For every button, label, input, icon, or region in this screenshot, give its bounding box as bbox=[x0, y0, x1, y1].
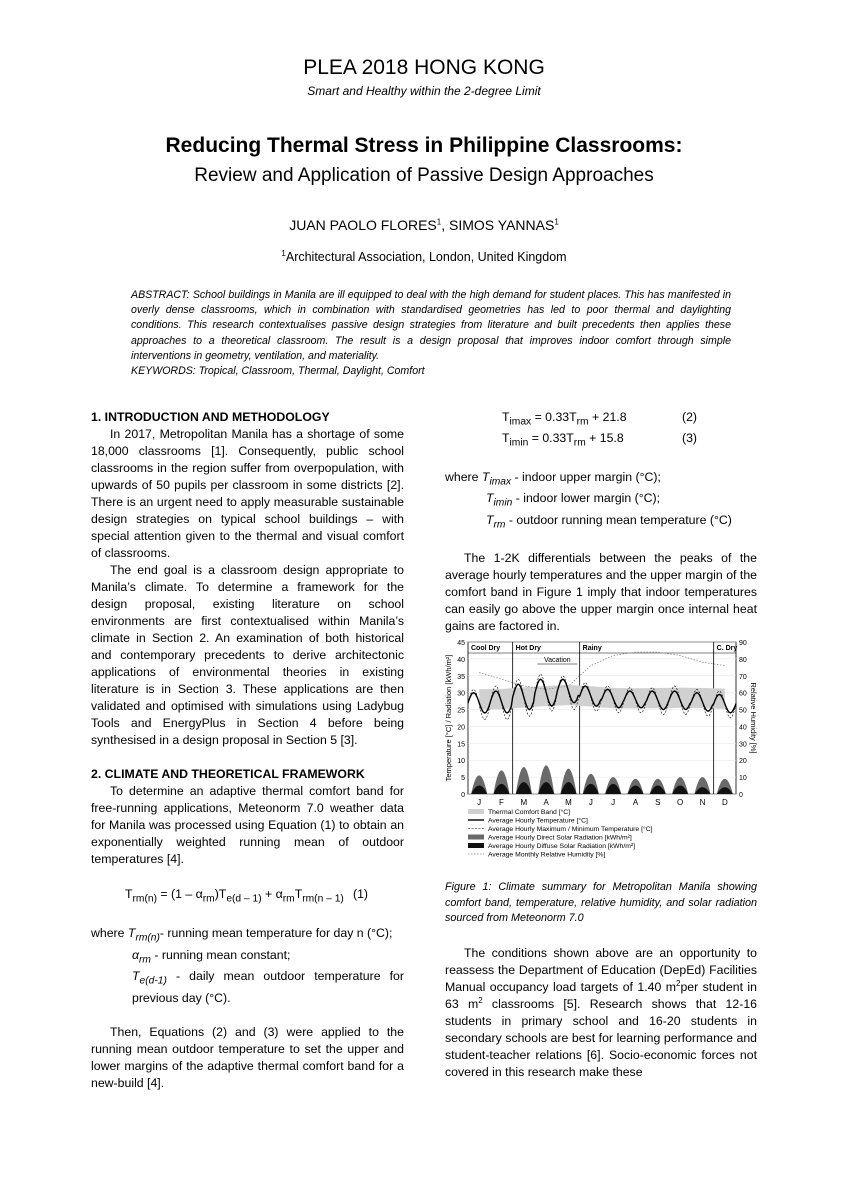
definition: - indoor upper margin (°C); bbox=[511, 469, 661, 484]
section-heading-2: 2. CLIMATE AND THEORETICAL FRAMEWORK bbox=[91, 767, 365, 781]
eq-part: T bbox=[294, 887, 303, 901]
month-label: S bbox=[655, 798, 661, 807]
text-run: per student in 63 m bbox=[445, 980, 757, 1011]
equation-1 bbox=[125, 886, 404, 907]
left-tick-label: 35 bbox=[457, 673, 465, 681]
month-label: J bbox=[611, 798, 616, 807]
right-tick-label: 20 bbox=[739, 758, 747, 766]
superscript: 2 bbox=[478, 995, 483, 1005]
symbol: T bbox=[486, 491, 494, 506]
symbol: T bbox=[127, 926, 136, 941]
season-label: Cool Dry bbox=[471, 645, 501, 652]
left-tick-label: 10 bbox=[457, 758, 465, 766]
eq-sub: rm bbox=[573, 437, 586, 449]
season-label: C. Dry bbox=[716, 645, 738, 652]
legend-swatch bbox=[468, 835, 484, 840]
month-label: A bbox=[543, 798, 549, 807]
eq-sub: rm bbox=[576, 416, 589, 428]
month-label: A bbox=[632, 798, 639, 807]
definition: - outdoor running mean temperature (°C) bbox=[505, 512, 732, 527]
legend-label: Average Hourly Temperature [°C] bbox=[488, 817, 588, 825]
symbol: α bbox=[132, 947, 140, 962]
left-tick-label: 40 bbox=[457, 656, 465, 664]
where-line bbox=[445, 469, 757, 490]
eq-sub: e(d – 1) bbox=[226, 893, 262, 905]
legend-label: Average Hourly Maximum / Minimum Temperature [°C] bbox=[488, 826, 653, 833]
equation-number: (2) bbox=[682, 410, 698, 424]
author-2-mark: 1 bbox=[554, 217, 559, 227]
where-line bbox=[445, 490, 757, 511]
paragraph: Then, Equations (2) and (3) were applied to the running mean outdoor temperature to set the upper and lower margins of the adaptive thermal comfort band for a new-build [4]. bbox=[91, 1024, 404, 1090]
paragraph: The end goal is a classroom design appropriate to Manila’s climate. To determine a framework for the design proposal, existing literature on school environments are first contextualised within Manila’s climate in Section 2. An examination of both historical and contemporary precedents to derive architectonic applications of environmental theories in existing literature is in Section 3. These applications are then validated and optimised with simulations using Ladybug Tools and EnergyPlus in Section 4 before being synthesised in a design proposal in Section 5 [3]. bbox=[91, 563, 404, 747]
where-line bbox=[91, 925, 404, 946]
right-column bbox=[445, 409, 757, 635]
equation-2 bbox=[502, 409, 757, 430]
symbol: T bbox=[481, 469, 490, 484]
month-label: M bbox=[520, 798, 528, 807]
eq-part: = 0.33T bbox=[528, 431, 574, 446]
eq-part: = (1 – α bbox=[160, 887, 203, 901]
left-tick-label: 30 bbox=[457, 690, 465, 698]
legend-label: Average Hourly Direct Solar Radiation [kWh/m²] bbox=[488, 834, 632, 842]
legend-label: Average Hourly Diffuse Solar Radiation [kWh/m²] bbox=[488, 843, 636, 850]
paper-subtitle: Review and Application of Passive Design Approaches bbox=[194, 165, 654, 186]
eq-part: + α bbox=[261, 887, 283, 901]
legend-swatch bbox=[468, 843, 484, 848]
left-tick-label: 20 bbox=[457, 724, 465, 732]
eq-sub: rm bbox=[202, 893, 215, 905]
eq-part: )T bbox=[214, 887, 227, 901]
keywords: KEYWORDS: Tropical, Classroom, Thermal, Daylight, Comfort bbox=[131, 365, 425, 378]
right-tick-label: 0 bbox=[739, 792, 743, 799]
paragraph: The 1-2K differentials between the peaks of the average hourly temperatures and the upper margin of the comfort band in Figure 1 imply that indoor temperatures can easily go above the upper margin once internal heat gains are factored in. bbox=[445, 551, 757, 634]
eq-part: + 15.8 bbox=[585, 431, 624, 446]
plot-frame bbox=[468, 642, 736, 794]
abstract-text: ABSTRACT: School buildings in Manila are ill equipped to deal with the high demand for student places. This has manifested in overly dense classrooms, which in combination with standardised geometries has led to poor thermal and daylighting conditions. This research contextualises passive design strategies from literature and built precedents then applies these approaches to a theoretical classroom. The result is a design proposal that improves indoor comfort through simple interventions in geometry, ventilation, and materiality. bbox=[131, 289, 731, 362]
symbol: T bbox=[132, 969, 140, 984]
month-label: N bbox=[699, 798, 706, 807]
authors: JUAN PAOLO FLORES$^1$, SIMOS YANNAS$^1$ bbox=[289, 217, 559, 233]
eq-sub: rm(n – 1) bbox=[302, 893, 344, 905]
climate-chart bbox=[440, 632, 760, 868]
equation-number: (1) bbox=[353, 887, 369, 901]
legend-label: Average Monthly Relative Humidity [%] bbox=[488, 851, 606, 859]
symbol-sub: rm bbox=[493, 519, 506, 531]
author-1-mark: 1 bbox=[436, 217, 442, 227]
right-tick-label: 30 bbox=[739, 741, 747, 749]
text-run: The conditions shown above are an opportunity to reassess the Department of Education (DepEd) Facilities Manual occupancy load targets of 1.40 m bbox=[445, 946, 757, 994]
left-axis-label: Temperature [°C] / Radiation [kWh/m²] bbox=[444, 654, 453, 782]
eq-part: = 0.33T bbox=[531, 410, 577, 424]
right-column-lower bbox=[445, 945, 757, 1081]
superscript: 2 bbox=[676, 978, 681, 988]
paragraph bbox=[445, 945, 757, 1081]
left-column bbox=[91, 409, 404, 1092]
right-tick-label: 90 bbox=[739, 640, 747, 647]
right-tick-label: 50 bbox=[739, 707, 747, 715]
eq-part: T bbox=[502, 431, 510, 446]
season-label: Hot Dry bbox=[515, 645, 541, 652]
season-label: Rainy bbox=[582, 645, 602, 652]
where-line bbox=[445, 512, 757, 533]
definition: - indoor lower margin (°C); bbox=[512, 491, 661, 506]
where-label: where bbox=[445, 469, 482, 484]
left-tick-label: 0 bbox=[461, 792, 465, 799]
left-tick-label: 15 bbox=[457, 741, 465, 749]
right-axis-label: Relative Humidity [%] bbox=[749, 682, 758, 754]
definition: - daily mean outdoor temperature for previous day (°C). bbox=[132, 969, 404, 1005]
conference-title: PLEA 2018 HONG KONG bbox=[303, 56, 545, 79]
where-line bbox=[91, 947, 404, 968]
right-tick-label: 70 bbox=[739, 673, 747, 681]
left-tick-label: 45 bbox=[457, 640, 465, 647]
affiliation-text: Architectural Association, London, United Kingdom bbox=[285, 250, 567, 264]
author-2: SIMOS YANNAS bbox=[449, 217, 555, 233]
vacation-label: Vacation bbox=[543, 657, 571, 664]
equation-number: (3) bbox=[682, 431, 698, 446]
symbol-sub: rm(n) bbox=[135, 932, 160, 944]
symbol-sub: imax bbox=[489, 476, 512, 488]
eq-part: + 21.8 bbox=[588, 410, 627, 424]
right-tick-label: 60 bbox=[739, 690, 747, 698]
symbol-sub: rm bbox=[139, 954, 151, 966]
eq-sub: imax bbox=[509, 416, 532, 428]
where-line bbox=[91, 968, 404, 1006]
author-1: JUAN PAOLO FLORES bbox=[289, 217, 437, 233]
definition: - running mean constant; bbox=[150, 947, 291, 962]
definition: - running mean temperature for day n (°C); bbox=[159, 926, 393, 941]
symbol-sub: e(d-1) bbox=[139, 975, 167, 987]
affiliation-mark: 1 bbox=[281, 248, 286, 258]
eq-sub: imin bbox=[509, 437, 529, 449]
right-tick-label: 10 bbox=[739, 775, 747, 783]
right-tick-label: 40 bbox=[739, 724, 747, 732]
paragraph: In 2017, Metropolitan Manila has a shortage of some 18,000 classrooms [1]. Consequently, public school classrooms in the region suffer from overpopulation, with upwards of 50 pupils per classroom in some districts [2]. There is an urgent need to apply measurable sustainable design strategies on typical school buildings – with special attention given to the thermal and visual comfort of classrooms. bbox=[91, 427, 404, 560]
eq-part: T bbox=[502, 410, 510, 424]
symbol: T bbox=[486, 512, 494, 527]
abstract bbox=[131, 288, 731, 379]
paper-title: Reducing Thermal Stress in Philippine Classrooms: bbox=[165, 134, 683, 157]
where-label: where bbox=[91, 926, 128, 941]
legend-label: Thermal Comfort Band [°C] bbox=[488, 809, 571, 816]
month-label: J bbox=[588, 798, 593, 807]
symbol-sub: imin bbox=[493, 497, 513, 509]
text-run: classrooms [5]. Research shows that 12-16 students in primary school and 16-20 students in secondary schools are best for learning performance and student-teacher relations [6]. Socio-economic forces not covered in this research make these bbox=[445, 997, 757, 1079]
equation-3 bbox=[502, 430, 757, 451]
eq-sub: rm bbox=[282, 893, 295, 905]
paragraph: To determine an adaptive thermal comfort band for free-running applications, Meteonorm 7.0 weather data for Manila was processed using Equation (1) to obtain an exponentially weighted running mean of outdoor temperatures [4]. bbox=[91, 784, 404, 866]
affiliation bbox=[0, 250, 848, 264]
conference-tagline: Smart and Healthy within the 2-degree Limit bbox=[307, 84, 541, 98]
legend-swatch bbox=[468, 809, 484, 814]
month-label: F bbox=[499, 798, 504, 807]
eq-sub: rm(n) bbox=[132, 893, 157, 905]
left-tick-label: 25 bbox=[457, 707, 465, 715]
month-label: J bbox=[477, 798, 482, 807]
month-label: O bbox=[677, 798, 684, 807]
figure-caption: Figure 1: Climate summary for Metropolitan Manila showing comfort band, temperature, relative humidity, and solar radiation sourced from Meteonorm 7.0 bbox=[445, 881, 757, 924]
eq-symbol: T bbox=[125, 887, 133, 901]
section-heading-1: 1. INTRODUCTION AND METHODOLOGY bbox=[91, 410, 330, 424]
month-label: D bbox=[721, 798, 728, 807]
month-label: M bbox=[565, 798, 572, 807]
left-tick-label: 5 bbox=[461, 775, 465, 783]
right-tick-label: 80 bbox=[739, 656, 747, 664]
